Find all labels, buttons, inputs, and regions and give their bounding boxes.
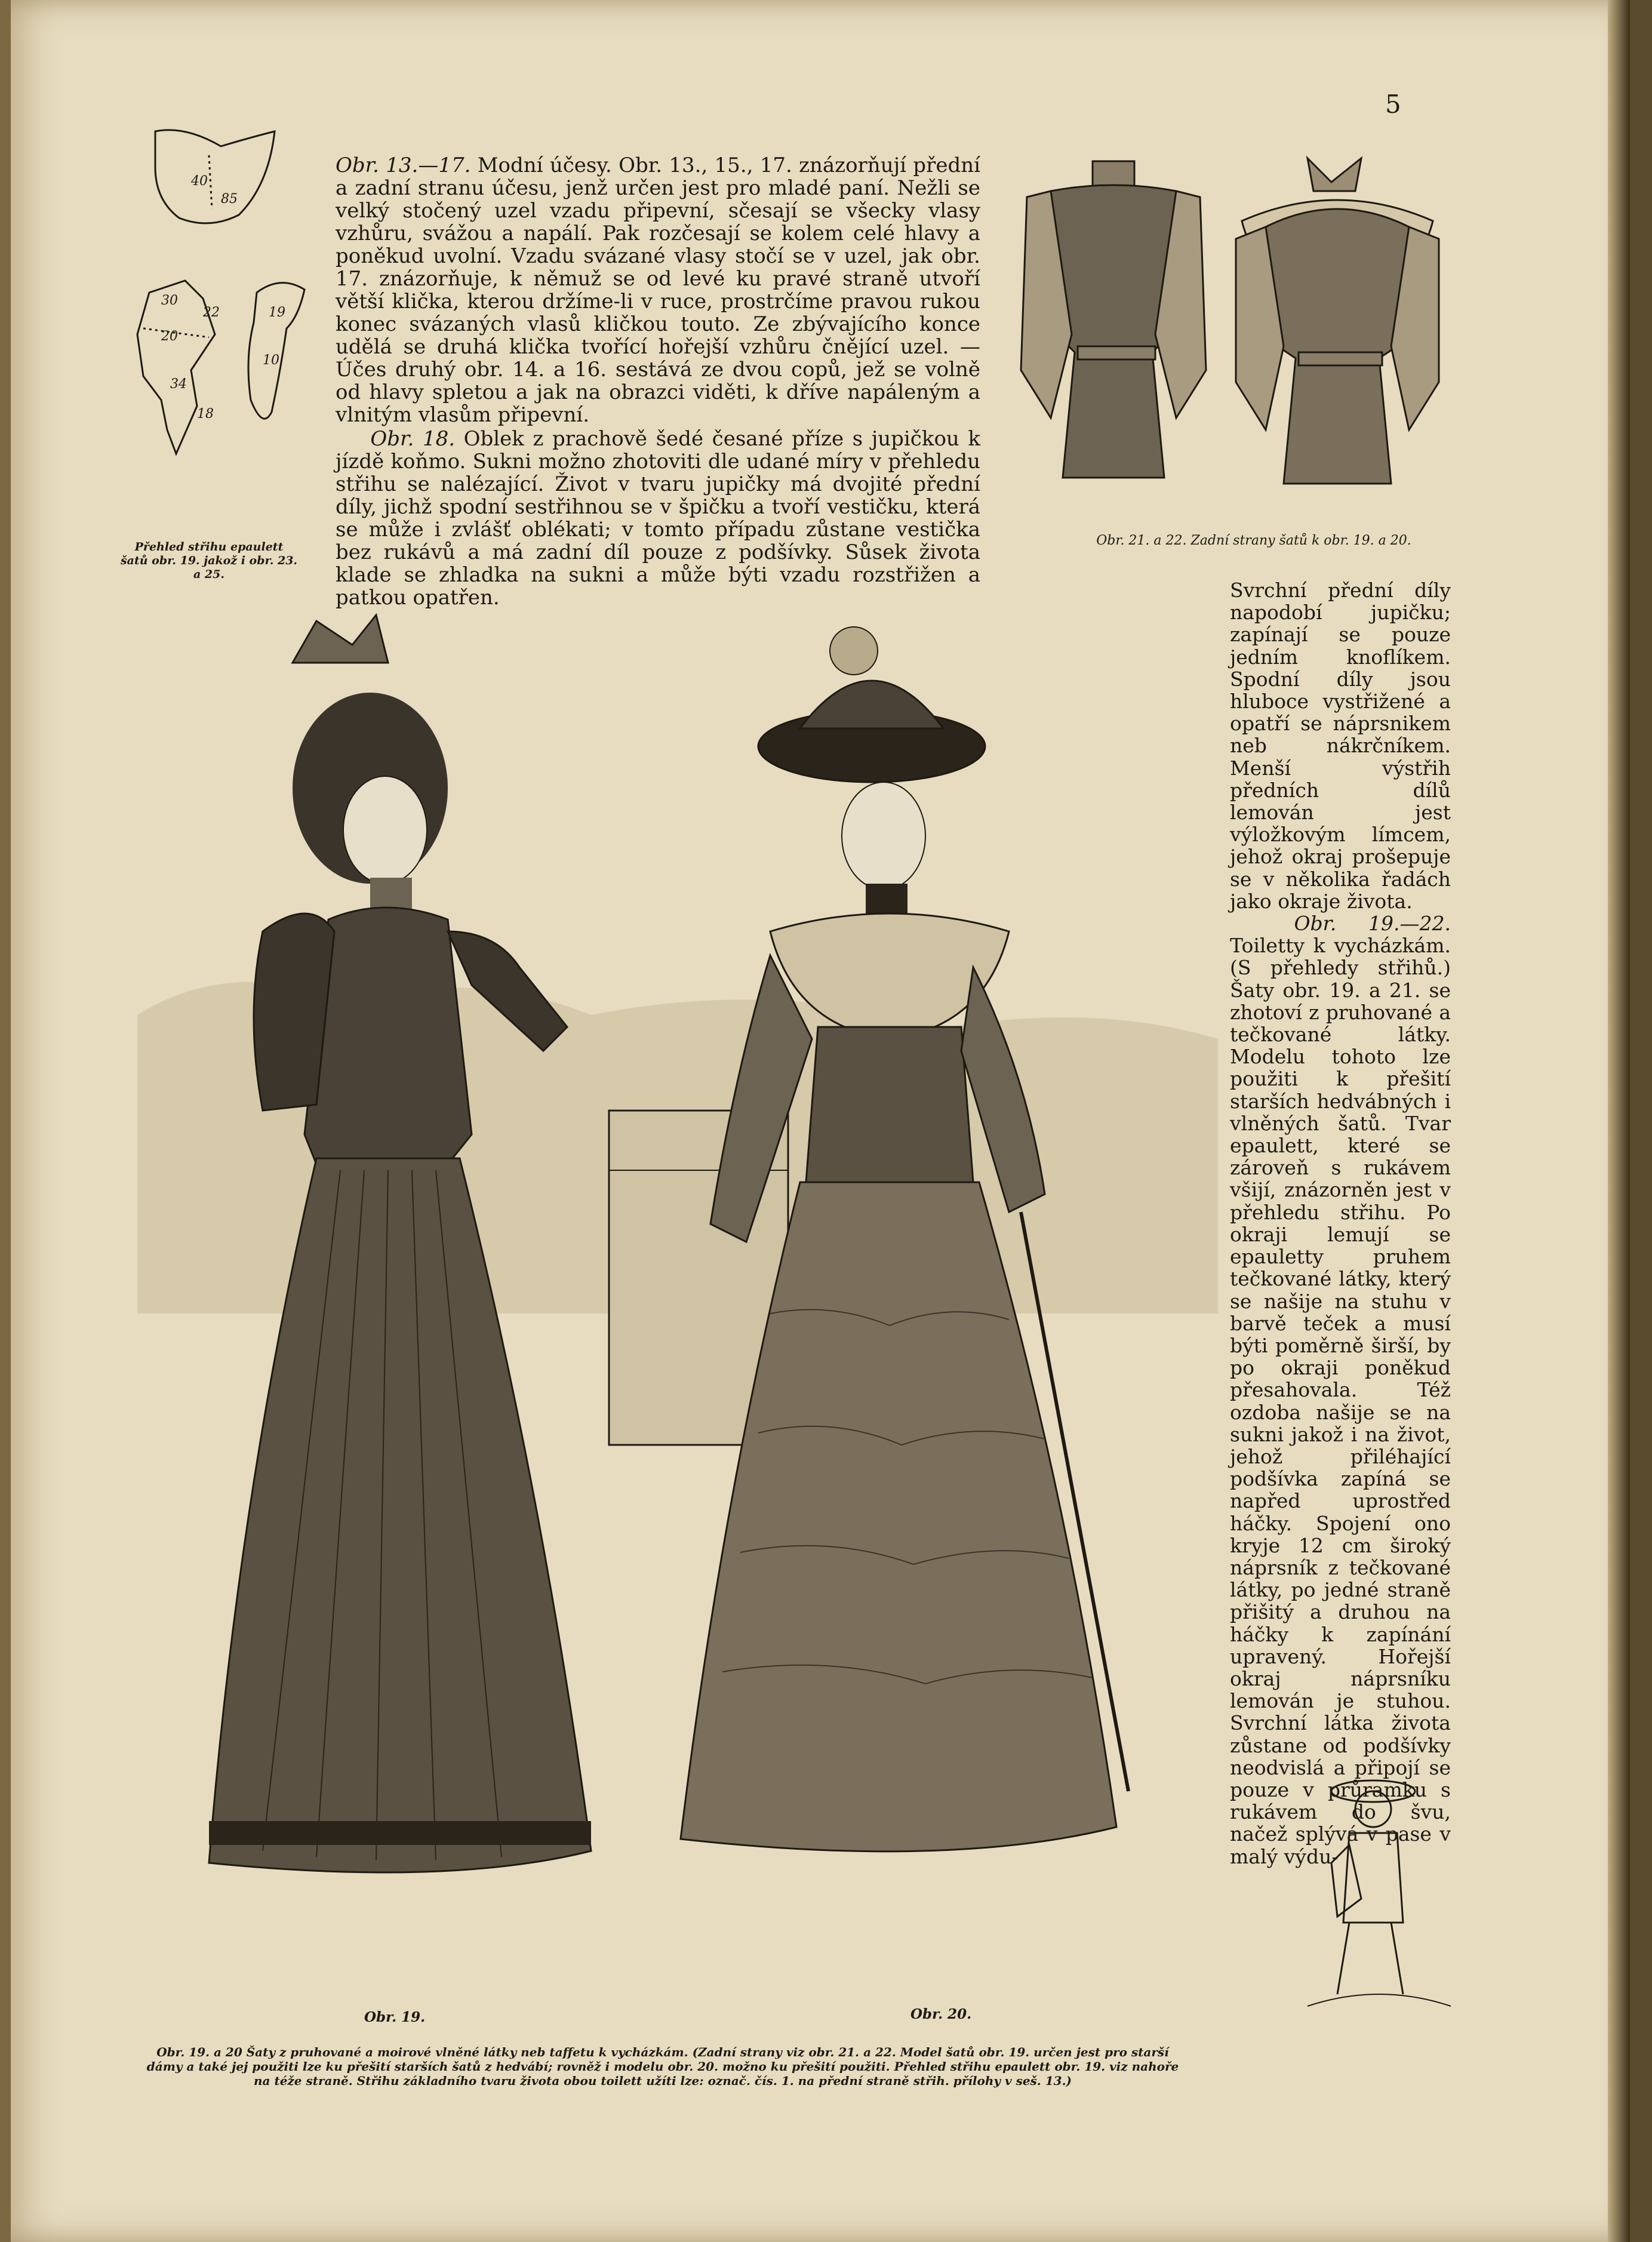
main-figure-caption: Obr. 19. a 20 Šaty z pruhované a moirové vlněné látky neb taffetu k vycházkám. (Zadní strany viz obr. 21. a 22. Model šatů obr. 19. určen jest pro starší dámy a také jej použiti lze ku přešití starších šatů z hedvábí; rovněž i modelu obr. 20. možno ku přešití použiti. Přehled střihu epaulett obr. 19. viz nahoře na téže straně. Střihu základního tvaru života obou toilett užíti lze: označ. čís. 1. na přední straně střih. přílohy v seš. 13.)	[146, 2045, 1179, 2088]
face	[343, 776, 427, 884]
page-edge-shadow	[1608, 0, 1630, 2242]
page-number: 5	[1385, 90, 1401, 119]
svg-text:85: 85	[221, 192, 238, 207]
bodice	[806, 1027, 973, 1182]
dress-back-fig-21	[1021, 161, 1206, 478]
svg-text:22: 22	[203, 305, 220, 320]
pattern-caption: Přehled střihu epaulett šatů obr. 19. jakož i obr. 23. a 25.	[120, 540, 298, 581]
pattern-piece-sleeve	[248, 283, 304, 419]
main-text-block	[336, 154, 980, 609]
paragraph-text: Oblek z prachově šedé česané příze s jupičkou k jízdě koňmo. Sukni možno zhotoviti dle udané míry v přehledu střihu se nalézající. Život v tvaru jupičky má dvojité přední díly, jichž spodní sestřihnou se v špičku a tvoří vestičku, která se může i zvlášť oblékati; v tomto případu zůstane vestička bez rukávů a má zadní díl pouze z podšívky. Sůsek života klade se zhladka na sukni a může býti vzadu rozstřižen a patkou opatřen.	[336, 427, 981, 610]
pattern-pieces-illustration	[119, 119, 322, 531]
binding-edge	[0, 0, 11, 2242]
svg-text:30: 30	[161, 293, 178, 308]
figure-20-label: Obr. 20.	[910, 2006, 972, 2022]
main-paragraph-1	[336, 154, 980, 426]
pattern-piece-collar	[155, 130, 275, 223]
face	[842, 782, 925, 890]
figure-reference: Obr. 19.—22.	[1294, 912, 1451, 936]
svg-text:34: 34	[170, 377, 187, 392]
right-text-column	[1230, 579, 1451, 1868]
svg-text:10: 10	[263, 353, 279, 368]
hat-flower	[830, 627, 878, 675]
figure-reference: Obr. 13.—17.	[336, 153, 471, 177]
svg-text:19: 19	[269, 305, 285, 320]
dress-back-fig-22	[1236, 158, 1439, 484]
figure-19-label: Obr. 19.	[364, 2009, 426, 2025]
figure-21-22-caption: Obr. 21. a 22. Zadní strany šatů k obr. 19. a 20.	[1096, 533, 1411, 548]
svg-text:40: 40	[191, 174, 208, 189]
dress-back-views-illustration	[1015, 155, 1487, 525]
small-hunter-figure-illustration	[1296, 1767, 1463, 2024]
paragraph-text: Modní účesy. Obr. 13., 15., 17. znázorňují přední a zadní stranu účesu, jenž určen jest pro mladé paní. Nežli se velký stočený uzel vzadu připevní, sčesají se všecky vlasy vzhůru, svážou a napálí. Pak rozčesají se kolem celé hlavy a poněkud uvolní. Vzadu svázané vlasy stočí se v uzel, jak obr. 17. znázorňuje, k němuž se od levé ku pravé straně utvoří větší klička, kterou držíme-li v ruce, prostrčíme pravou rukou konec svázaných vlasů kličkou touto. Ze zbývajícího konce udělá se druhá klička tvořící hořejší vzhůru čnějící uzel. — Účes druhý obr. 14. a 16. sestává ze dvou copů, jež se volně od hlavy spletou a jak na obrazci viděti, k dříve napáleným a vlnitým vlasům připevní.	[336, 153, 980, 427]
main-paragraph-2	[336, 428, 980, 609]
svg-text:20: 20	[161, 329, 178, 344]
skirt-hem-band	[209, 1821, 591, 1845]
hat-bow	[293, 615, 388, 663]
fashion-plate-illustration	[113, 597, 1218, 1994]
right-paragraph-1: Svrchní přední díly napodobí jupičku; zapínají se pouze jedním knoflíkem. Spodní díly jsou hluboce vystřižené a opatří se náprsnikem neb nákrčníkem. Menší výstřih předních dílů lemován jest výložkovým límcem, jehož okraj prošepuje se v několika řadách jako okraje života.	[1230, 579, 1451, 913]
right-paragraph-2	[1230, 912, 1451, 1868]
svg-text:18: 18	[197, 407, 214, 422]
paragraph-text: Toiletty k vycházkám. (S přehledy střihů.) Šaty obr. 19. a 21. se zhotoví z pruhované a tečkované látky. Modelu tohoto lze použiti k přešití starších hedvábných i vlněných šatů. Tvar epaulett, které se zároveň s rukávem všijí, znázorněn jest v přehledu střihu. Po okraji lemují se epauletty pruhem tečkované látky, který se našije na stuhu v barvě teček a musí býti poměrně širší, by po okraji poněkud přesahovala. Též ozdoba našije se na sukni jakož i na život, jehož přiléhající podšívka zapíná se napřed uprostřed háčky. Spojení ono kryje 12 cm široký náprsník z tečkované látky, po jedné straně přišitý a druhou na háčky k zapínání upravený. Hořejší okraj náprsníku lemován je stuhou. Svrchní látka života zůstane od podšívky neodvislá a připojí se pouze v průramku s rukávem do švu, načež splývá v pase v malý výdu-	[1230, 934, 1451, 1868]
figure-reference: Obr. 18.	[370, 427, 456, 451]
